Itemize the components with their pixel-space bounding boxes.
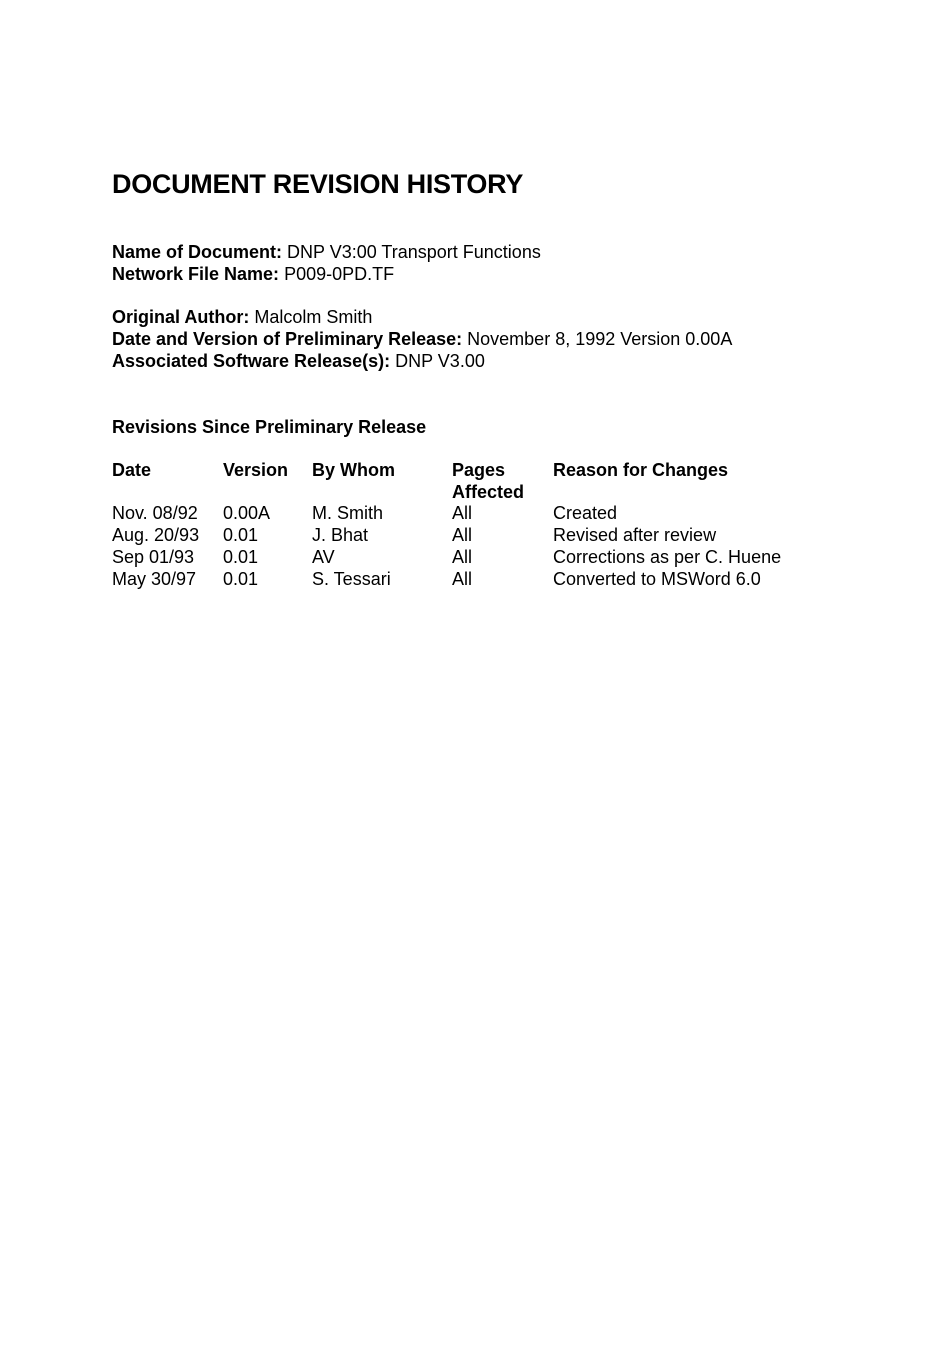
cell-version: 0.01 [223,568,259,589]
cell-pages: All [452,546,473,567]
cell-reason: Created [553,503,618,524]
preliminary-release-value: November 8, 1992 Version 0.00A [467,329,733,349]
preliminary-release-label: Date and Version of Preliminary Release: [112,329,463,349]
cell-pages: All [452,525,473,546]
page-title: DOCUMENT REVISION HISTORY [112,169,524,199]
original-author-value: Malcolm Smith [254,307,373,327]
column-header-reason: Reason for Changes [553,460,729,480]
table-row [112,547,793,569]
network-file-name-label: Network File Name: [112,264,280,284]
preliminary-release-line [112,328,732,350]
cell-reason: Corrections as per C. Huene [553,546,782,567]
table-row [112,503,793,525]
software-release-label: Associated Software Release(s): [112,351,391,371]
cell-version: 0.00A [223,503,271,524]
cell-version: 0.01 [223,546,259,567]
pages-header-line2: Affected [452,481,525,502]
cell-by-whom: AV [312,546,335,567]
network-file-name-value: P009-0PD.TF [284,264,395,284]
column-header-pages-affected [452,460,553,503]
revision-table [112,460,793,590]
cell-reason: Converted to MSWord 6.0 [553,568,761,589]
name-of-document-label: Name of Document: [112,242,283,262]
column-header-date: Date [112,460,152,480]
cell-date: May 30/97 [112,568,197,589]
pages-header-line1: Pages [452,460,506,480]
original-author-label: Original Author: [112,307,250,327]
network-file-name-line [112,263,394,285]
table-row [112,569,793,591]
cell-by-whom: J. Bhat [312,525,369,546]
software-release-value: DNP V3.00 [395,351,485,371]
cell-version: 0.01 [223,525,259,546]
column-header-by-whom: By Whom [312,460,395,480]
revision-table-header-row [112,460,793,503]
revisions-heading: Revisions Since Preliminary Release [112,417,427,437]
cell-by-whom: M. Smith [312,503,384,524]
name-of-document-line [112,241,541,263]
cell-pages: All [452,568,473,589]
cell-date: Aug. 20/93 [112,525,200,546]
original-author-line [112,306,372,328]
name-of-document-value: DNP V3:00 Transport Functions [287,242,541,262]
cell-date: Sep 01/93 [112,546,195,567]
cell-pages: All [452,503,473,524]
column-header-version: Version [223,460,289,480]
software-release-line [112,350,485,372]
table-row [112,525,793,547]
cell-by-whom: S. Tessari [312,568,391,589]
cell-reason: Revised after review [553,525,717,546]
cell-date: Nov. 08/92 [112,503,198,524]
